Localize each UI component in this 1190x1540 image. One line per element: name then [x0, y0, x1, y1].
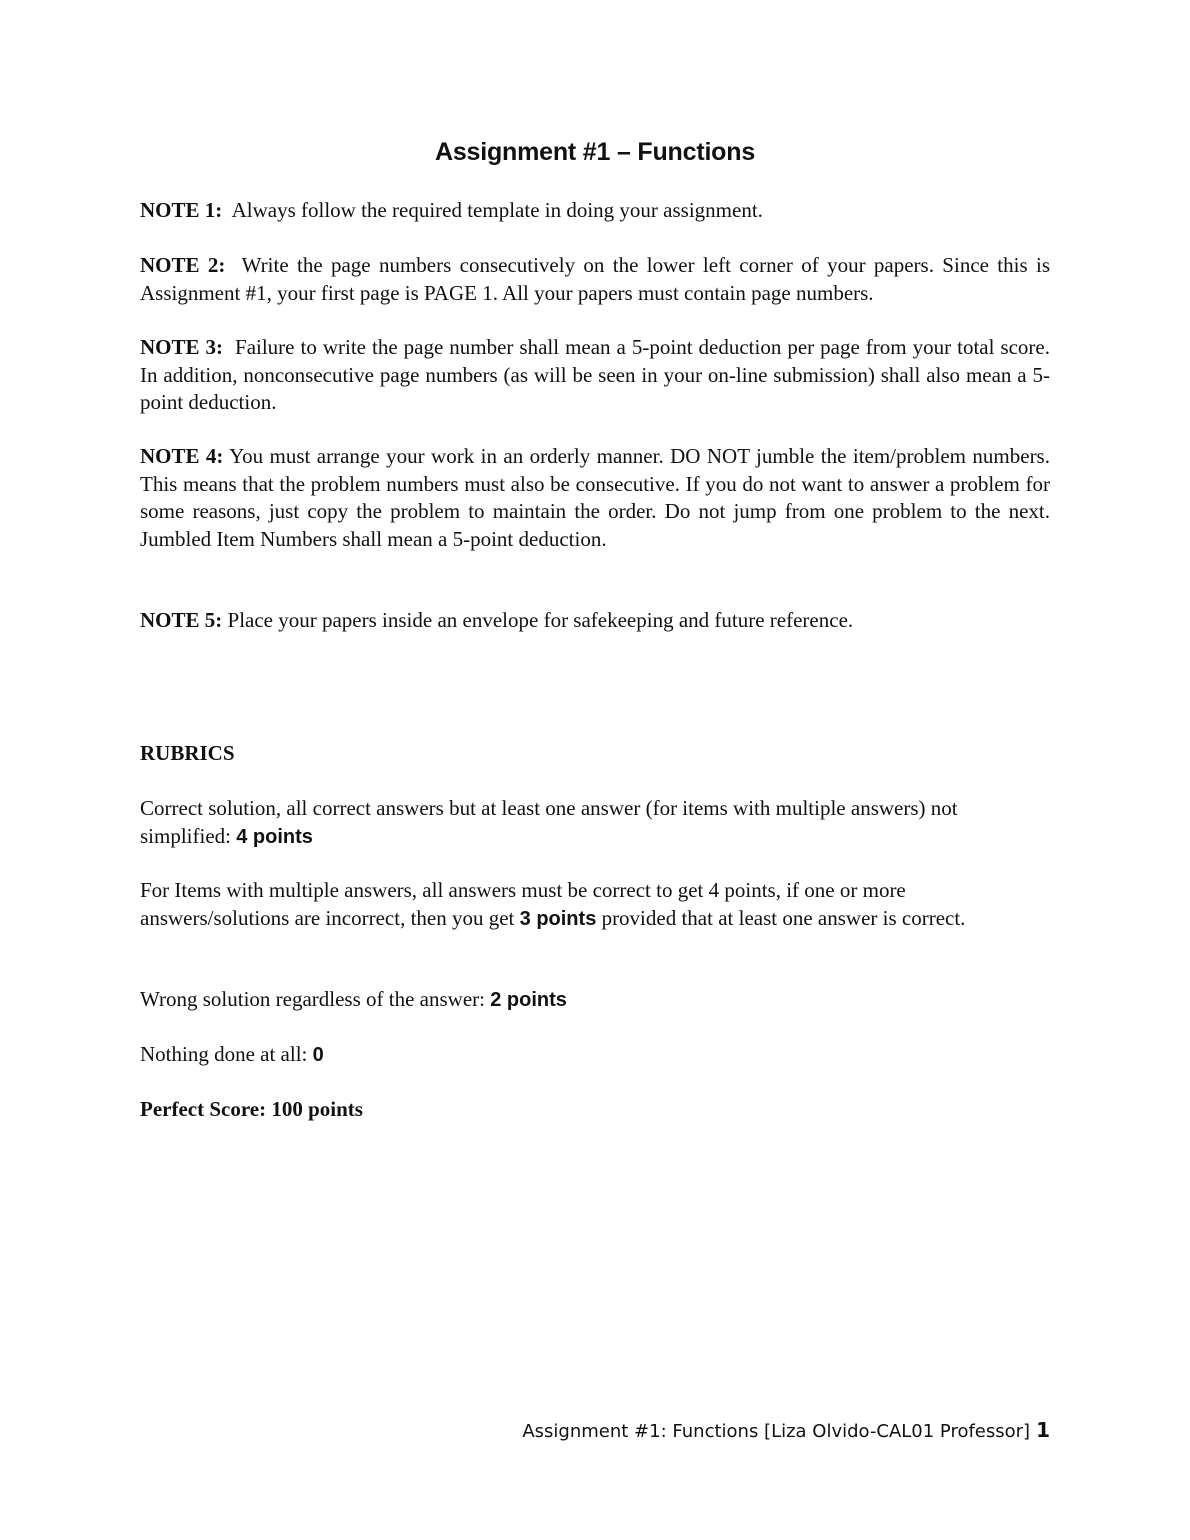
rubric-item: [140, 1041, 1050, 1070]
rubrics-heading: RUBRICS: [140, 741, 235, 765]
footer-text: Assignment #1: Functions [Liza Olvido-CAL01 Professor]: [522, 1421, 1031, 1442]
rubric-text: Wrong solution regardless of the answer:: [140, 987, 485, 1011]
rubric-text: Nothing done at all:: [140, 1042, 308, 1066]
note-label: NOTE 5:: [140, 608, 223, 632]
note-text: Always follow the required template in doing your assignment.: [231, 198, 763, 222]
note-2: [140, 252, 1050, 307]
note-label: NOTE 1:: [140, 198, 223, 222]
note-label: NOTE 3:: [140, 335, 224, 359]
rubric-points: 4 points: [236, 825, 313, 848]
rubric-points: 0: [312, 1044, 324, 1066]
rubric-points: 3 points: [519, 907, 597, 930]
note-label: NOTE 2:: [140, 253, 226, 277]
note-3: [140, 334, 1050, 417]
rubric-text: Correct solution, all correct answers but at least one answer (for items with multiple answers) not simplified:: [140, 796, 958, 848]
page-number: 1: [1036, 1418, 1050, 1442]
note-5: [140, 607, 1050, 635]
rubric-item: [140, 877, 1050, 933]
note-text: You must arrange your work in an orderly manner. DO NOT jumble the item/problem numbers. This means that the problem numbers must also be consecutive. If you do not want to answer a problem for some reasons, just copy the problem to maintain the order. Do not jump from one problem to the next. Jumbled Item Numbers shall mean a 5-point deduction.: [140, 444, 1050, 551]
note-text: Place your papers inside an envelope for safekeeping and future reference.: [227, 608, 854, 632]
note-1: [140, 197, 1050, 225]
perfect-score: Perfect Score: 100 points: [140, 1097, 363, 1121]
page-footer: [522, 1418, 1050, 1442]
note-text: Failure to write the page number shall mean a 5-point deduction per page from your total score. In addition, nonconsecutive page numbers (as will be seen in your on-line submission) shall also mean a 5-point deduction.: [140, 335, 1050, 414]
rubric-item: [140, 986, 1050, 1015]
note-text: Write the page numbers consecutively on the lower left corner of your papers. Since this is Assignment #1, your first page is PAGE 1. All your papers must contain page numbers.: [140, 253, 1050, 305]
note-4: [140, 443, 1050, 553]
rubric-item: [140, 795, 1010, 851]
page-title: Assignment #1 – Functions: [434, 138, 756, 166]
note-label: NOTE 4:: [140, 444, 224, 468]
rubric-text: provided that at least one answer is correct.: [601, 905, 966, 930]
rubric-text: For Items with multiple answers, all answers must be correct to get 4 points, if one or more answers/solutions are incorrect, then you get: [140, 878, 906, 930]
rubric-points: 2 points: [490, 989, 567, 1011]
